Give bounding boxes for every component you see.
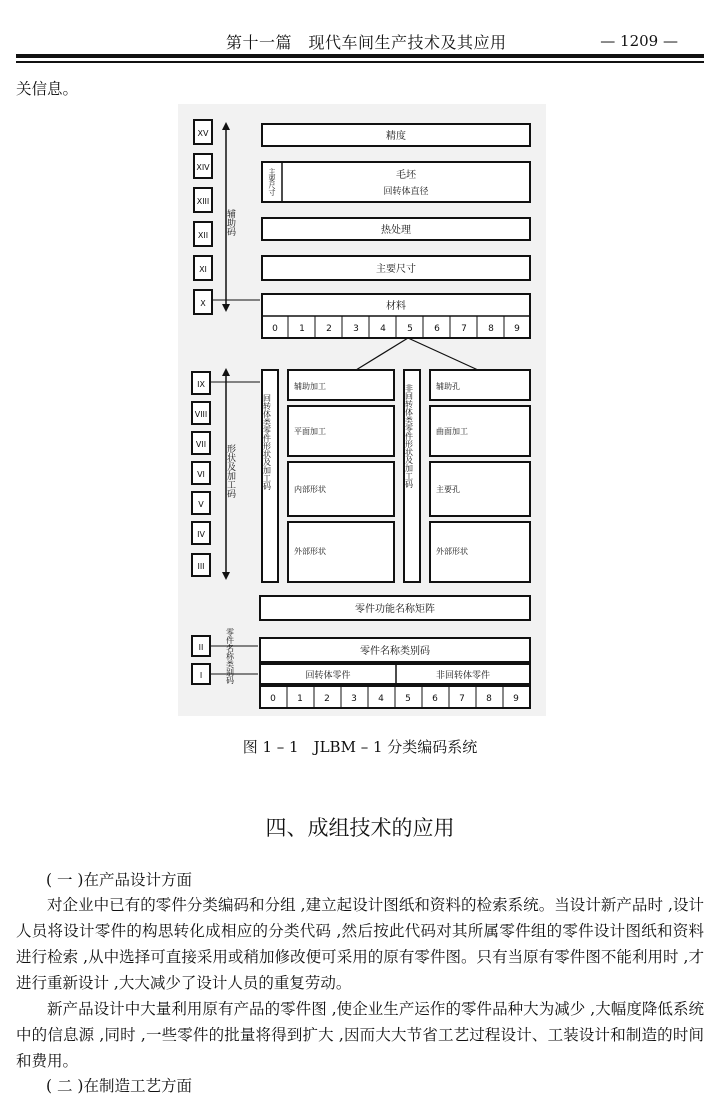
cell-outer-shape: 外部形状 bbox=[294, 547, 326, 556]
top-rows bbox=[262, 124, 530, 338]
roman-label: IV bbox=[197, 530, 205, 539]
jlbm-diagram bbox=[178, 104, 546, 716]
row-blank: 毛坯 bbox=[396, 170, 416, 181]
digit: 7 bbox=[461, 324, 467, 334]
split-nonrotary: 非回转体零件 bbox=[435, 671, 491, 681]
roman-label: III bbox=[197, 562, 205, 571]
page-number: — 1209 — bbox=[600, 32, 678, 50]
digit: 9 bbox=[514, 324, 520, 334]
digit: 4 bbox=[378, 694, 384, 704]
roman-mid-group bbox=[192, 368, 236, 580]
row-name-category: 零件名称类别码 bbox=[360, 646, 430, 657]
digit: 5 bbox=[407, 324, 413, 334]
digit: 7 bbox=[459, 694, 465, 704]
digit: 8 bbox=[486, 694, 492, 704]
cell-aux-hole: 辅助孔 bbox=[436, 382, 460, 391]
roman-label: X bbox=[200, 299, 206, 308]
subsection-title: ( 二 )在制造工艺方面 bbox=[46, 1077, 192, 1095]
digit: 4 bbox=[380, 324, 386, 334]
header-rule-thick bbox=[16, 54, 704, 58]
rotary-label: 回转体类零件形状及加工码 bbox=[262, 394, 272, 490]
roman-upper-group bbox=[194, 120, 236, 314]
roman-label: XII bbox=[197, 231, 209, 240]
cell-aux-machining: 辅助加工 bbox=[294, 382, 326, 391]
digit: 2 bbox=[326, 324, 332, 334]
roman-label: IX bbox=[197, 380, 205, 389]
roman-label: VI bbox=[197, 470, 205, 479]
bottom-rows bbox=[260, 596, 530, 708]
digit: 0 bbox=[270, 694, 276, 704]
row-heat-treatment: 热处理 bbox=[381, 225, 411, 236]
digit: 8 bbox=[488, 324, 494, 334]
roman-label: VII bbox=[195, 440, 207, 449]
digit: 1 bbox=[299, 324, 305, 334]
split-rotary: 回转体零件 bbox=[305, 671, 351, 681]
roman-label: XI bbox=[199, 265, 207, 274]
digit: 9 bbox=[513, 694, 519, 704]
roman-label: XIII bbox=[196, 197, 210, 206]
digit: 0 bbox=[272, 324, 278, 334]
section-title: 四、成组技术的应用 bbox=[265, 816, 455, 840]
row-blank-size: 主要尺寸 bbox=[268, 168, 276, 196]
cell-inner-shape: 内部形状 bbox=[294, 485, 326, 494]
roman-label: V bbox=[198, 500, 204, 509]
roman-label: I bbox=[199, 671, 203, 680]
running-title: 第十一篇 现代车间生产技术及其应用 bbox=[226, 33, 507, 52]
cell-plane-machining: 平面加工 bbox=[294, 427, 326, 436]
nonrotary-section bbox=[404, 370, 530, 582]
paragraph: 对企业中已有的零件分类编码和分组 ,建立起设计图纸和资料的检索系统。当设计新产品时 ,设计人员将设计零件的构思转化成相应的分类代码 ,然后按此代码对其所属零件组的零件设计图纸和资料进行检索 ,从中选择可直接采用或稍加修改便可采用的原有零件图。只有当原有零件图不能利用时 ,才进行重新设计 ,大大减少了设计人员的重复劳动。 bbox=[16, 896, 704, 992]
digit: 6 bbox=[434, 324, 440, 334]
roman-label: XIV bbox=[196, 163, 210, 172]
subsection-title: ( 一 )在产品设计方面 bbox=[46, 871, 192, 889]
rotary-section bbox=[262, 370, 394, 582]
digit: 2 bbox=[324, 694, 330, 704]
shape-code-label: 形状及加工码 bbox=[225, 444, 235, 498]
cell-main-hole: 主要孔 bbox=[436, 485, 460, 494]
digit: 5 bbox=[405, 694, 411, 704]
digit: 3 bbox=[353, 324, 359, 334]
roman-label: XV bbox=[197, 129, 209, 138]
figure-caption: 图 1 – 1 JLBM – 1 分类编码系统 bbox=[242, 738, 478, 756]
row-accuracy: 精度 bbox=[386, 131, 406, 142]
row-main-size: 主要尺寸 bbox=[376, 264, 416, 275]
name-code-label: 零件名称类别码 bbox=[225, 628, 235, 684]
roman-label: II bbox=[198, 643, 204, 652]
roman-label: VIII bbox=[194, 410, 208, 419]
page-header bbox=[16, 28, 704, 50]
cell-outer-shape-nr: 外部形状 bbox=[436, 547, 468, 556]
row-material: 材料 bbox=[386, 301, 406, 312]
digit: 1 bbox=[297, 694, 303, 704]
cell-curve-machining: 曲面加工 bbox=[436, 427, 468, 436]
header-rule-thin bbox=[16, 61, 704, 63]
row-blank-detail: 回转体直径 bbox=[383, 187, 429, 197]
row-function-matrix: 零件功能名称矩阵 bbox=[355, 604, 435, 615]
nonrotary-label: 非回转体类零件形状及加工码 bbox=[404, 384, 414, 488]
digit: 3 bbox=[351, 694, 357, 704]
digit: 6 bbox=[432, 694, 438, 704]
intro-fragment: 关信息。 bbox=[16, 80, 79, 98]
classification-figure bbox=[178, 104, 546, 716]
paragraph: 新产品设计中大量利用原有产品的零件图 ,使企业生产运作的零件品种大为减少 ,大幅度降低系统中的信息源 ,同时 ,一些零件的批量将得到扩大 ,因而大大节省工艺过程设计、工装设计和制造的时间和费用。 bbox=[16, 1000, 704, 1070]
aux-code-label: 辅助码 bbox=[225, 209, 235, 236]
